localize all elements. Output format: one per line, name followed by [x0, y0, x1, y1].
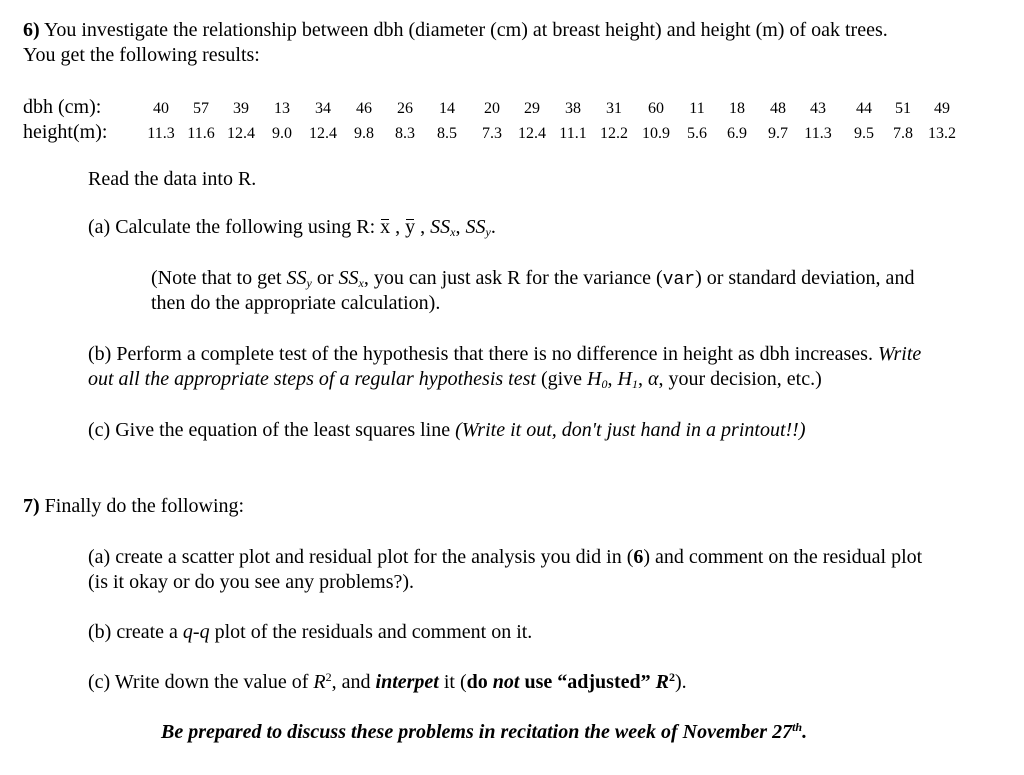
question-6b-line1: (b) Perform a complete test of the hypothesis that there is no difference in height as dbh increases. Write [88, 343, 922, 365]
height-value: 9.5 [854, 125, 874, 142]
dbh-value: 40 [153, 100, 169, 117]
question-6a-note-line2: then do the appropriate calculation). [151, 292, 441, 314]
question-6a-label: (a) Calculate the following using R: [88, 216, 381, 238]
dbh-value: 39 [233, 100, 249, 117]
height-value: 5.6 [687, 125, 707, 142]
dbh-value: 49 [934, 100, 950, 117]
question-7b: (b) create a q-q plot of the residuals and comment on it. [88, 621, 533, 643]
dbh-value: 11 [689, 100, 705, 117]
dbh-value: 43 [810, 100, 826, 117]
height-value: 13.2 [928, 125, 956, 142]
dbh-value: 18 [729, 100, 745, 117]
height-row-label: height(m): [23, 121, 108, 143]
dbh-row-label: dbh (cm): [23, 96, 102, 118]
question-6a: (a) Calculate the following using R: x , y , $SS_x$, $SS_y$. [88, 216, 496, 239]
dbh-value: 31 [606, 100, 622, 117]
y-bar-symbol: y [405, 216, 416, 238]
height-value: 6.9 [727, 125, 747, 142]
height-value: 12.4 [309, 125, 337, 142]
question-6-intro-text: You investigate the relationship between dbh (diameter (cm) at breast height) and height (m) of oak trees. [43, 19, 888, 41]
height-value: 12.4 [227, 125, 255, 142]
dbh-value: 48 [770, 100, 786, 117]
dbh-value: 13 [274, 100, 290, 117]
height-value: 10.9 [642, 125, 670, 142]
dbh-value: 57 [193, 100, 209, 117]
dbh-value: 14 [439, 100, 455, 117]
dbh-value: 34 [315, 100, 331, 117]
height-value: 11.3 [147, 125, 175, 142]
height-value: 12.2 [600, 125, 628, 142]
question-7c: (c) Write down the value of $R^2$, and interpet it (do not use “adjusted” $R^2$). [88, 670, 687, 693]
dbh-value: 29 [524, 100, 540, 117]
question-6-intro-line1 [23, 18, 888, 43]
height-value: 11.6 [187, 125, 215, 142]
height-value: 12.4 [518, 125, 546, 142]
height-value: 7.8 [893, 125, 913, 142]
dbh-value: 46 [356, 100, 372, 117]
var-function: var [662, 270, 696, 290]
question-6a-note-line1: (Note that to get $SS_y$ or $SS_x$, you can just ask R for the variance (var) or standard deviation, and [151, 267, 915, 290]
dbh-value: 60 [648, 100, 664, 117]
question-7-number: 7) [23, 495, 40, 517]
dbh-value: 51 [895, 100, 911, 117]
x-bar-symbol: x [380, 216, 391, 238]
height-value: 7.3 [482, 125, 502, 142]
question-7a-line1: (a) create a scatter plot and residual plot for the analysis you did in (6) and comment on the residual plot [88, 546, 923, 568]
ss-y-symbol: $SS_y$ [465, 216, 491, 239]
read-data-instruction: Read the data into R. [88, 168, 257, 190]
question-7-intro: 7) Finally do the following: [23, 495, 245, 517]
question-6c: (c) Give the equation of the least squares line (Write it out, don't just hand in a printout!!) [88, 419, 806, 441]
question-6-intro-line2: You get the following results: [23, 44, 260, 66]
dbh-value: 38 [565, 100, 581, 117]
recitation-reminder: Be prepared to discuss these problems in recitation the week of November 27th. [161, 720, 808, 743]
height-value: 9.7 [768, 125, 788, 142]
ss-x-symbol: $SS_x$ [430, 216, 456, 239]
height-value: 11.1 [559, 125, 587, 142]
question-6b-line2: out all the appropriate steps of a regular hypothesis test (give $H_0$, $H_1$, α, your decision, etc.) [88, 368, 822, 391]
height-value: 11.3 [804, 125, 832, 142]
height-value: 8.5 [437, 125, 457, 142]
height-value: 8.3 [395, 125, 415, 142]
dbh-value: 20 [484, 100, 500, 117]
question-6-number: 6) [23, 19, 40, 41]
dbh-value: 44 [856, 100, 872, 117]
height-value: 9.0 [272, 125, 292, 142]
height-value: 9.8 [354, 125, 374, 142]
dbh-value: 26 [397, 100, 413, 117]
question-7a-line2: (is it okay or do you see any problems?). [88, 571, 415, 593]
